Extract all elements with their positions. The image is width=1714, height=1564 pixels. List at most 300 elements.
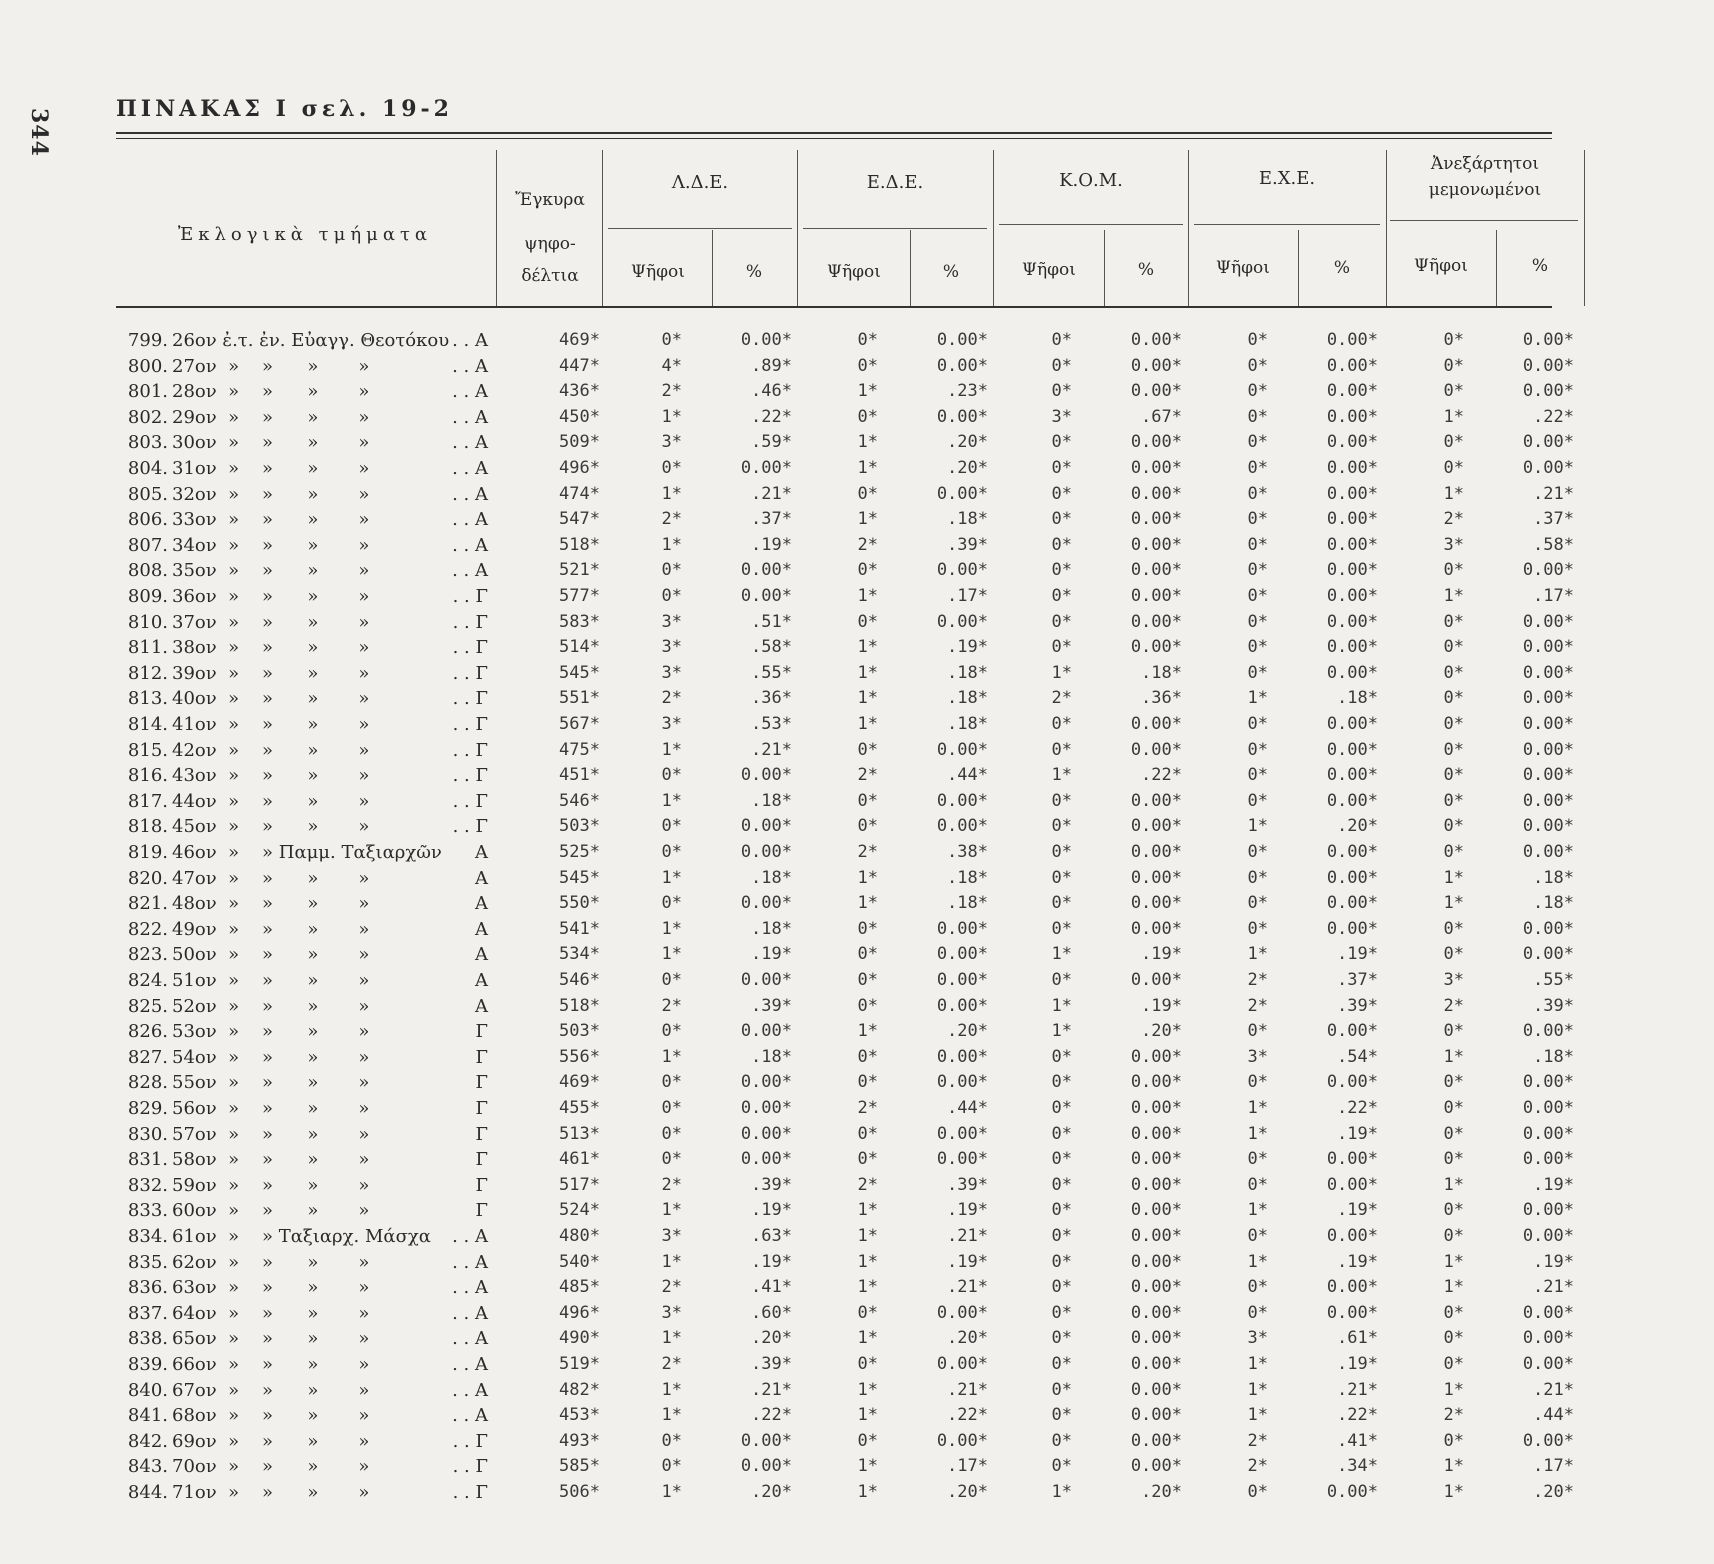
ede-votes: 0* (857, 355, 878, 376)
table-row (0, 1326, 1714, 1351)
valid-ballots: 517* (559, 1174, 600, 1195)
ind-votes: 3* (1443, 970, 1464, 990)
exe-percent: 0.00* (1326, 867, 1378, 888)
row-number: 822. (127, 918, 168, 940)
exe-percent: 0.00* (1326, 637, 1378, 658)
row-number: 810. (127, 611, 168, 633)
ede-percent: .18* (947, 509, 988, 530)
row-number: 802. (127, 406, 168, 428)
exe-percent: 0.00* (1326, 458, 1378, 478)
ede-percent: .20* (947, 432, 988, 453)
table-row (0, 1070, 1714, 1095)
col-sep (797, 150, 798, 306)
section-quarter: . . Α (452, 509, 488, 531)
valid-ballots: 513* (559, 1123, 600, 1144)
exe-percent: .37* (1337, 970, 1378, 990)
exe-percent: .54* (1337, 1046, 1378, 1067)
kom-votes: 0* (1051, 1149, 1072, 1170)
ind-percent: 0.00* (1522, 381, 1574, 402)
ede-percent: .18* (947, 714, 988, 734)
ind-percent: .18* (1533, 1046, 1574, 1067)
ind-percent: 0.00* (1522, 458, 1574, 478)
kom-percent: 0.00* (1130, 1046, 1182, 1067)
valid-ballots: 496* (559, 1302, 600, 1323)
row-number: 809. (127, 586, 168, 607)
group-header-independent-2: μεμονωμένοι (1428, 180, 1542, 200)
kom-votes: 0* (1051, 842, 1072, 862)
lde-votes: 1* (661, 1046, 682, 1067)
section-name: 62ον » » » » (172, 1251, 370, 1273)
row-number: 814. (127, 714, 168, 735)
ind-votes: 0* (1443, 355, 1464, 376)
kom-percent: 0.00* (1130, 790, 1182, 811)
exe-votes: 0* (1247, 330, 1268, 350)
section-quarter: . . Γ (452, 714, 488, 735)
ede-percent: .17* (947, 586, 988, 606)
lde-percent: 0.00* (740, 842, 792, 862)
row-number: 804. (127, 458, 168, 479)
section-quarter: . . Α (452, 1354, 488, 1375)
valid-ballots: 585* (559, 1456, 600, 1477)
kom-percent: .22* (1141, 765, 1182, 786)
exe-votes: 0* (1247, 1021, 1268, 1042)
row-number: 799. (127, 330, 168, 351)
section-name: 45ον » » » » (172, 816, 370, 838)
lde-percent: .59* (751, 432, 792, 453)
section-name: 70ον » » » » (172, 1456, 370, 1478)
table-row (0, 814, 1714, 839)
exe-votes: 0* (1247, 765, 1268, 786)
kom-percent: .20* (1141, 1021, 1182, 1042)
kom-percent: 0.00* (1130, 637, 1182, 658)
row-number: 823. (127, 944, 168, 966)
row-number: 806. (127, 509, 168, 531)
ede-percent: .19* (947, 1251, 988, 1272)
section-name: 30ον » » » » (172, 432, 370, 454)
top-rule-thin (116, 138, 1552, 139)
section-quarter: . . Α (452, 1328, 488, 1350)
section-quarter: Γ (475, 1072, 488, 1094)
section-quarter: . . Α (452, 432, 488, 454)
ind-votes: 3* (1443, 534, 1464, 555)
table-row (0, 1019, 1714, 1044)
table-row (0, 1429, 1714, 1454)
section-quarter: . . Α (452, 355, 488, 377)
kom-percent: .19* (1141, 944, 1182, 965)
kom-votes: 0* (1051, 1379, 1072, 1400)
section-name: 58ον » » » » (172, 1149, 370, 1171)
top-rule (116, 132, 1552, 134)
section-name: 27ον » » » » (172, 355, 370, 377)
group-line (1194, 224, 1380, 225)
section-name: 57ον » » » » (172, 1123, 370, 1145)
ede-votes: 0* (857, 330, 878, 350)
kom-percent: 0.00* (1130, 330, 1182, 350)
row-number: 811. (127, 637, 168, 659)
lde-percent: .19* (751, 944, 792, 965)
ede-votes: 1* (857, 1379, 878, 1400)
row-number: 826. (127, 1021, 168, 1043)
kom-votes: 0* (1051, 1251, 1072, 1272)
ede-percent: .22* (947, 1405, 988, 1426)
section-quarter: Γ (475, 1046, 488, 1068)
exe-votes: 1* (1247, 1123, 1268, 1144)
exe-votes: 0* (1247, 381, 1268, 402)
kom-votes: 0* (1051, 611, 1072, 632)
ind-votes: 0* (1443, 1149, 1464, 1170)
lde-votes: 2* (661, 1277, 682, 1298)
kom-votes: 0* (1051, 1405, 1072, 1426)
kom-votes: 0* (1051, 355, 1072, 376)
valid-ballots: 436* (559, 381, 600, 402)
table-row (0, 1147, 1714, 1172)
lde-percent: .60* (751, 1302, 792, 1323)
table-row (0, 533, 1714, 558)
exe-percent: 0.00* (1326, 1226, 1378, 1246)
lde-votes: 0* (661, 765, 682, 786)
exe-percent: 0.00* (1326, 1277, 1378, 1298)
table-row (0, 558, 1714, 583)
valid-ballots: 521* (559, 560, 600, 581)
section-quarter: Γ (475, 1174, 488, 1196)
ede-votes: 1* (857, 1277, 878, 1298)
valid-ballots: 450* (559, 406, 600, 427)
lde-percent: .39* (751, 1174, 792, 1195)
exe-percent: 0.00* (1326, 330, 1378, 350)
ind-percent: 0.00* (1522, 1072, 1574, 1093)
sub-sep (1104, 230, 1105, 306)
exe-percent: .20* (1337, 816, 1378, 837)
ede-votes: 0* (857, 560, 878, 581)
row-number: 830. (127, 1123, 168, 1145)
exe-votes: 0* (1247, 867, 1268, 888)
lde-percent: .19* (751, 534, 792, 555)
lde-votes: 0* (661, 1456, 682, 1477)
valid-ballots: 447* (559, 355, 600, 376)
row-number: 834. (127, 1226, 168, 1247)
section-quarter: . . Α (452, 1277, 488, 1299)
section-quarter: . . Α (452, 330, 488, 351)
section-name: 48ον » » » » (172, 893, 370, 915)
table-row (0, 354, 1714, 379)
row-number: 820. (127, 867, 168, 889)
section-quarter: . . Γ (452, 1456, 488, 1478)
lde-votes: 3* (661, 1226, 682, 1246)
ede-votes: 0* (857, 611, 878, 632)
col-sep (1188, 150, 1189, 306)
valid-ballots: 480* (559, 1226, 600, 1246)
row-number: 803. (127, 432, 168, 454)
lde-votes: 0* (661, 816, 682, 837)
group-header-independent-1: Ἀνεξάρτητοι (1430, 154, 1540, 174)
valid-ballots: 567* (559, 714, 600, 734)
kom-votes: 0* (1051, 586, 1072, 606)
ede-percent: .39* (947, 534, 988, 555)
lde-votes: 1* (661, 483, 682, 504)
exe-votes: 0* (1247, 1149, 1268, 1170)
ede-votes: 1* (857, 1226, 878, 1246)
kom-percent: 0.00* (1130, 458, 1182, 478)
valid-header-line3: δέλτια (521, 266, 579, 286)
exe-votes: 0* (1247, 560, 1268, 581)
valid-ballots: 514* (559, 637, 600, 658)
ede-votes: 0* (857, 1046, 878, 1067)
row-number: 840. (127, 1379, 168, 1401)
lde-votes: 1* (661, 1251, 682, 1272)
exe-votes: 0* (1247, 662, 1268, 683)
table-row (0, 1096, 1714, 1121)
lde-votes: 3* (661, 1302, 682, 1323)
exe-percent: 0.00* (1326, 1482, 1378, 1502)
kom-percent: 0.00* (1130, 816, 1182, 837)
ind-percent: 0.00* (1522, 944, 1574, 965)
ind-votes: 0* (1443, 637, 1464, 658)
exe-votes: 0* (1247, 1174, 1268, 1195)
kom-percent: 0.00* (1130, 1174, 1182, 1195)
lde-percent: .21* (751, 739, 792, 760)
ede-percent: 0.00* (936, 1046, 988, 1067)
exe-votes: 1* (1247, 1405, 1268, 1426)
section-name: 41ον » » » » (172, 714, 370, 735)
ede-votes: 0* (857, 995, 878, 1016)
table-row (0, 891, 1714, 916)
ede-votes: 0* (857, 1149, 878, 1170)
col-sep (1584, 150, 1585, 306)
ind-votes: 0* (1443, 1200, 1464, 1221)
section-quarter: . . Γ (452, 790, 488, 812)
exe-percent: .18* (1337, 688, 1378, 709)
lde-votes: 1* (661, 739, 682, 760)
ede-votes: 0* (857, 1123, 878, 1144)
lde-percent: 0.00* (740, 330, 792, 350)
ind-votes: 1* (1443, 1379, 1464, 1400)
ind-percent: 0.00* (1522, 790, 1574, 811)
lde-votes: 0* (661, 586, 682, 606)
exe-votes: 0* (1247, 1302, 1268, 1323)
lde-percent: .18* (751, 918, 792, 939)
ede-votes: 1* (857, 1328, 878, 1349)
kom-votes: 0* (1051, 1174, 1072, 1195)
ede-percent: 0.00* (936, 483, 988, 504)
lde-percent: .18* (751, 1046, 792, 1067)
ind-votes: 1* (1443, 1174, 1464, 1195)
ede-percent: .21* (947, 1226, 988, 1246)
kom-percent: 0.00* (1130, 970, 1182, 990)
ede-percent: 0.00* (936, 790, 988, 811)
lde-votes: 0* (661, 893, 682, 914)
kom-percent: 0.00* (1130, 1072, 1182, 1093)
section-quarter: . . Γ (452, 611, 488, 633)
section-name: 40ον » » » » (172, 688, 370, 710)
exe-votes: 0* (1247, 534, 1268, 555)
lde-percent: .19* (751, 1251, 792, 1272)
ede-votes: 2* (857, 1098, 878, 1118)
ede-percent: 0.00* (936, 1123, 988, 1144)
ind-votes: 1* (1443, 1046, 1464, 1067)
ede-votes: 0* (857, 1072, 878, 1093)
section-quarter: . . Α (452, 534, 488, 556)
lde-percent: .39* (751, 1354, 792, 1374)
ede-votes: 0* (857, 1430, 878, 1451)
ind-votes: 0* (1443, 842, 1464, 862)
lde-votes: 3* (661, 714, 682, 734)
section-quarter: Α (475, 867, 488, 889)
section-quarter: . . Α (452, 1251, 488, 1273)
sub-sep (712, 230, 713, 306)
ind-percent: .17* (1533, 586, 1574, 606)
exe-votes: 0* (1247, 1277, 1268, 1298)
ind-votes: 0* (1443, 790, 1464, 811)
ede-votes: 0* (857, 944, 878, 965)
kom-percent: 0.00* (1130, 1123, 1182, 1144)
table-row (0, 968, 1714, 993)
kom-votes: 0* (1051, 790, 1072, 811)
ede-percent: .18* (947, 867, 988, 888)
ind-votes: 0* (1443, 688, 1464, 709)
kom-percent: 0.00* (1130, 739, 1182, 760)
table-row (0, 584, 1714, 609)
ind-votes: 0* (1443, 765, 1464, 786)
page-number: 344 (26, 108, 52, 157)
ind-percent: .18* (1533, 893, 1574, 914)
kom-percent: 0.00* (1130, 1149, 1182, 1170)
exe-votes: 1* (1247, 1379, 1268, 1400)
ind-votes: 0* (1443, 381, 1464, 402)
lde-votes: 1* (661, 1200, 682, 1221)
kom-votes: 0* (1051, 893, 1072, 914)
ind-percent: 0.00* (1522, 330, 1574, 350)
section-name: 56ον » » » » (172, 1098, 370, 1119)
valid-ballots: 550* (559, 893, 600, 914)
exe-percent: 0.00* (1326, 355, 1378, 376)
ind-percent: 0.00* (1522, 739, 1574, 760)
section-quarter: Α (475, 970, 488, 991)
kom-percent: 0.00* (1130, 1456, 1182, 1477)
exe-percent: 0.00* (1326, 918, 1378, 939)
lde-votes: 1* (661, 1328, 682, 1349)
table-row (0, 507, 1714, 532)
ind-votes: 2* (1443, 509, 1464, 530)
exe-votes: 1* (1247, 1251, 1268, 1272)
lde-percent: 0.00* (740, 586, 792, 606)
table-row (0, 1454, 1714, 1479)
ind-votes: 0* (1443, 330, 1464, 350)
ind-votes: 0* (1443, 1354, 1464, 1374)
row-number: 827. (127, 1046, 168, 1068)
section-quarter: Α (475, 995, 488, 1017)
exe-percent: 0.00* (1326, 483, 1378, 504)
lde-percent: 0.00* (740, 970, 792, 990)
exe-percent: .19* (1337, 1123, 1378, 1144)
exe-percent: 0.00* (1326, 611, 1378, 632)
kom-votes: 0* (1051, 1328, 1072, 1349)
valid-ballots: 545* (559, 867, 600, 888)
kom-percent: 0.00* (1130, 355, 1182, 376)
table-row (0, 661, 1714, 686)
ede-percent: .18* (947, 688, 988, 709)
ind-percent: .19* (1533, 1174, 1574, 1195)
valid-ballots: 551* (559, 688, 600, 709)
row-number: 835. (127, 1251, 168, 1273)
lde-percent: 0.00* (740, 560, 792, 581)
section-name: 36ον » » » » (172, 586, 370, 607)
ind-percent: 0.00* (1522, 918, 1574, 939)
lde-votes: 3* (661, 611, 682, 632)
ind-percent: 0.00* (1522, 1354, 1574, 1374)
row-number: 844. (127, 1482, 168, 1503)
ede-percent: 0.00* (936, 611, 988, 632)
kom-votes: 1* (1051, 995, 1072, 1016)
lde-percent: .21* (751, 1379, 792, 1400)
table-row (0, 1198, 1714, 1223)
table-row (0, 738, 1714, 763)
ede-votes: 0* (857, 739, 878, 760)
row-number: 828. (127, 1072, 168, 1094)
ind-percent: 0.00* (1522, 355, 1574, 376)
section-name: 63ον » » » » (172, 1277, 370, 1299)
lde-votes: 0* (661, 330, 682, 350)
exe-votes: 1* (1247, 1200, 1268, 1221)
kom-percent: .19* (1141, 995, 1182, 1016)
valid-ballots: 469* (559, 330, 600, 350)
kom-votes: 0* (1051, 739, 1072, 760)
section-quarter: . . Γ (452, 586, 488, 607)
lde-percent: .36* (751, 688, 792, 709)
ede-percent: .19* (947, 637, 988, 658)
lde-percent: .37* (751, 509, 792, 530)
lde-votes: 1* (661, 1405, 682, 1426)
row-number: 837. (127, 1302, 168, 1324)
lde-votes: 4* (661, 355, 682, 376)
ede-percent: 0.00* (936, 995, 988, 1016)
ind-percent: .22* (1533, 406, 1574, 427)
ind-votes: 1* (1443, 867, 1464, 888)
valid-ballots: 496* (559, 458, 600, 478)
exe-percent: .21* (1337, 1379, 1378, 1400)
section-name: 52ον » » » » (172, 995, 370, 1017)
exe-votes: 3* (1247, 1046, 1268, 1067)
ede-percent: 0.00* (936, 1072, 988, 1093)
ede-votes: 2* (857, 534, 878, 555)
lde-percent: .22* (751, 406, 792, 427)
group-header-exe: Ε.Χ.Ε. (1258, 168, 1316, 189)
ede-votes: 2* (857, 765, 878, 786)
table-row (0, 1301, 1714, 1326)
section-name: 66ον » » » » (172, 1354, 370, 1375)
exe-votes: 0* (1247, 483, 1268, 504)
lde-percent: .89* (751, 355, 792, 376)
ind-percent: 0.00* (1522, 1226, 1574, 1246)
row-number: 808. (127, 560, 168, 582)
exe-votes: 2* (1247, 995, 1268, 1016)
valid-ballots: 534* (559, 944, 600, 965)
kom-percent: 0.00* (1130, 714, 1182, 734)
ind-percent: .21* (1533, 1277, 1574, 1298)
ind-percent: 0.00* (1522, 1328, 1574, 1349)
row-number: 839. (127, 1354, 168, 1375)
exe-percent: .39* (1337, 995, 1378, 1016)
ede-percent: .18* (947, 893, 988, 914)
ind-percent: .55* (1533, 970, 1574, 990)
ede-votes: 0* (857, 406, 878, 427)
section-quarter: . . Γ (452, 739, 488, 761)
exe-votes: 0* (1247, 432, 1268, 453)
lde-percent: .53* (751, 714, 792, 734)
exe-percent: .41* (1337, 1430, 1378, 1451)
ind-votes: 2* (1443, 1405, 1464, 1426)
valid-ballots: 485* (559, 1277, 600, 1298)
kom-votes: 0* (1051, 1200, 1072, 1221)
